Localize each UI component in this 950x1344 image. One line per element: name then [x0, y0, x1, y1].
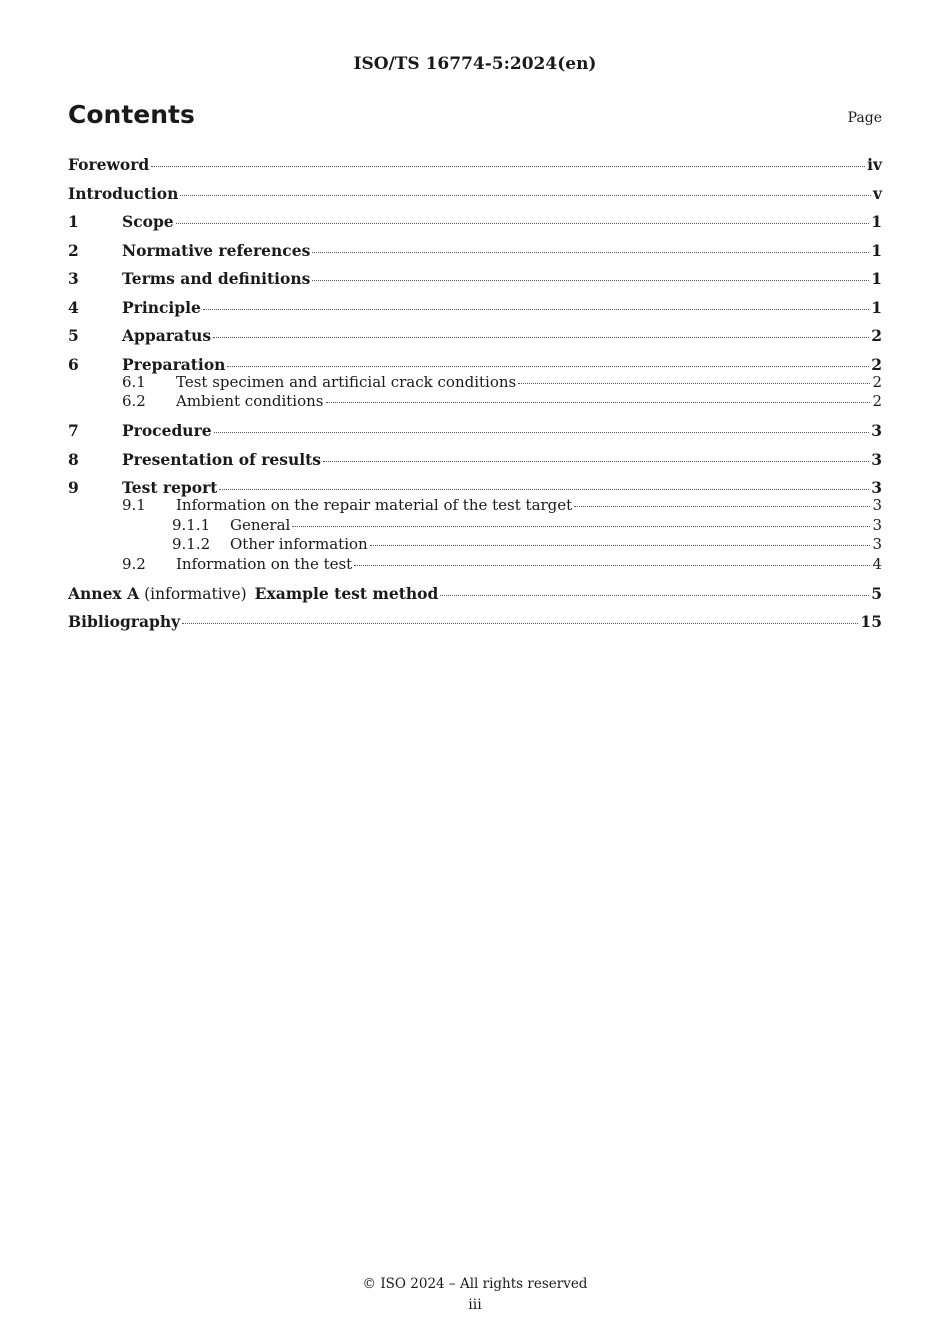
- toc-entry-number: 2: [68, 240, 79, 260]
- toc-entry-title: Foreword: [68, 155, 150, 174]
- toc-entry-page: 4: [872, 554, 882, 573]
- toc-entry-title: Introduction: [68, 183, 179, 203]
- toc-entry-title: Procedure: [122, 421, 212, 440]
- toc-entry-page: v: [872, 183, 882, 203]
- toc-entry-title: Apparatus: [122, 326, 212, 345]
- toc-entry-title: Bibliography: [68, 612, 181, 631]
- annex-type: (informative): [144, 584, 247, 603]
- toc-entry-number: 3: [68, 269, 79, 288]
- toc-entry-number: 9.1: [122, 496, 146, 514]
- table-of-contents: [68, 152, 882, 638]
- toc-entry-number: 9.1.1: [172, 515, 211, 534]
- toc-entry-ambient-conditions[interactable]: [68, 392, 882, 418]
- toc-entry-number: 7: [68, 421, 79, 440]
- toc-entry-number: 5: [68, 326, 79, 345]
- toc-entry-number: 4: [68, 297, 79, 317]
- toc-entry-principle[interactable]: [68, 295, 882, 324]
- toc-entry-information-on-test[interactable]: [68, 555, 882, 581]
- toc-entry-page: 1: [871, 240, 882, 260]
- toc-entry-page: 1: [871, 269, 882, 288]
- toc-entry-title: Information on the test: [176, 554, 353, 573]
- dot-leader: [518, 383, 870, 384]
- dot-leader: [574, 506, 870, 507]
- toc-entry-test-report[interactable]: [68, 475, 882, 496]
- toc-entry-page: 5: [871, 583, 882, 603]
- toc-entry-number: 6: [68, 354, 79, 374]
- toc-entry-page: 2: [871, 354, 882, 374]
- toc-entry-annex-a[interactable]: [68, 581, 882, 610]
- toc-entry-general[interactable]: [68, 516, 882, 536]
- toc-entry-introduction[interactable]: [68, 181, 882, 210]
- toc-entry-number: 8: [68, 449, 79, 469]
- dot-leader: [214, 432, 870, 433]
- toc-entry-presentation-of-results[interactable]: [68, 447, 882, 476]
- toc-entry-number: 9.2: [122, 554, 146, 573]
- toc-entry-page: 3: [872, 535, 882, 553]
- page-column-label: Page: [847, 110, 882, 126]
- toc-entry-page: 2: [872, 372, 882, 391]
- toc-entry-title: Presentation of results: [122, 449, 321, 469]
- toc-entry-title: Preparation: [122, 354, 226, 374]
- toc-entry-title: Other information: [230, 535, 368, 553]
- toc-entry-foreword[interactable]: [68, 152, 882, 181]
- toc-entry-title: Principle: [122, 297, 201, 317]
- toc-entry-page: 3: [871, 421, 882, 440]
- dot-leader: [151, 166, 865, 167]
- toc-entry-page: 3: [872, 515, 882, 534]
- toc-entry-number: 9.1.2: [172, 535, 211, 553]
- dot-leader: [326, 402, 871, 403]
- dot-leader: [440, 595, 869, 596]
- toc-entry-page: 1: [871, 297, 882, 317]
- toc-entry-page: 15: [860, 612, 882, 631]
- toc-entry-page: iv: [867, 155, 882, 174]
- dot-leader: [213, 337, 869, 338]
- dot-leader: [323, 461, 869, 462]
- toc-entry-scope[interactable]: [68, 209, 882, 238]
- toc-entry-terms-and-definitions[interactable]: [68, 266, 882, 295]
- toc-entry-title: Example test method: [254, 583, 439, 603]
- page-number: iii: [468, 1297, 482, 1313]
- toc-entry-title: Test report: [122, 478, 218, 497]
- toc-entry-page: 1: [871, 212, 882, 231]
- toc-entry-number: 1: [68, 212, 79, 231]
- toc-entry-title: Normative references: [122, 240, 311, 260]
- toc-entry-title: Ambient conditions: [176, 392, 324, 410]
- toc-entry-number: 9: [68, 478, 79, 497]
- dot-leader: [370, 545, 871, 546]
- dot-leader: [312, 280, 869, 281]
- toc-entry-number: 6.2: [122, 392, 146, 410]
- dot-leader: [219, 489, 869, 490]
- toc-entry-page: 3: [872, 496, 882, 514]
- toc-entry-page: 3: [871, 478, 882, 497]
- toc-entry-apparatus[interactable]: [68, 323, 882, 352]
- toc-entry-repair-material-info[interactable]: [68, 496, 882, 516]
- toc-entry-page: 2: [871, 326, 882, 345]
- toc-entry-test-specimen[interactable]: [68, 373, 882, 393]
- dot-leader: [180, 195, 871, 196]
- document-id-header: ISO/TS 16774-5:2024(en): [353, 54, 597, 74]
- toc-entry-page: 2: [872, 392, 882, 410]
- toc-entry-other-information[interactable]: [68, 535, 882, 555]
- contents-heading: Contents: [68, 100, 195, 129]
- toc-entry-title: Information on the repair material of the test target: [176, 496, 573, 514]
- copyright-notice: © ISO 2024 – All rights reserved: [362, 1276, 588, 1292]
- dot-leader: [292, 526, 870, 527]
- toc-entry-preparation[interactable]: [68, 352, 882, 373]
- toc-entry-page: 3: [871, 449, 882, 469]
- dot-leader: [203, 309, 869, 310]
- dot-leader: [312, 252, 869, 253]
- dot-leader: [227, 366, 869, 367]
- toc-entry-procedure[interactable]: [68, 418, 882, 447]
- toc-entry-title: Scope: [122, 212, 174, 231]
- dot-leader: [182, 623, 858, 624]
- toc-entry-number: 6.1: [122, 372, 146, 391]
- toc-entry-title: Terms and definitions: [122, 269, 311, 288]
- toc-entry-title: General: [230, 515, 291, 534]
- toc-entry-title: Test specimen and artificial crack conditions: [176, 372, 517, 391]
- dot-leader: [176, 223, 870, 224]
- toc-entry-bibliography[interactable]: [68, 609, 882, 638]
- dot-leader: [354, 565, 870, 566]
- annex-label: Annex A: [68, 583, 140, 603]
- toc-entry-normative-references[interactable]: [68, 238, 882, 267]
